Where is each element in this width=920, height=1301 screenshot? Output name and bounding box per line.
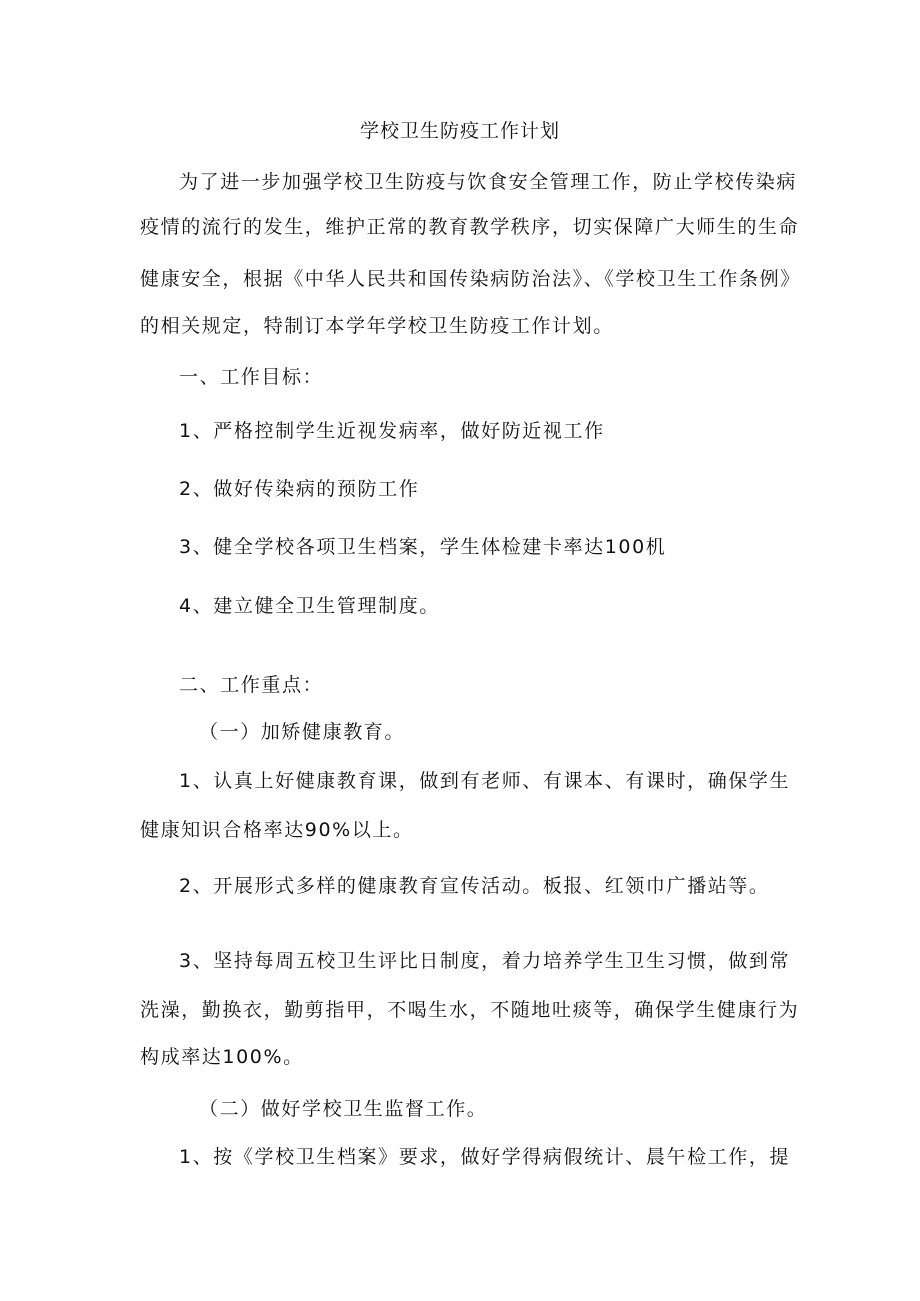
section-heading: 二、工作重点：	[179, 674, 324, 696]
list-item: 2、做好传染病的预防工作	[179, 478, 420, 500]
paragraph-line: 1、认真上好健康教育课，做到有老师、有课本、有课时，确保学生	[179, 770, 791, 792]
paragraph-line: 构成率达100%。	[140, 1046, 304, 1068]
paragraph-line: 健康知识合格率达90%以上。	[140, 819, 414, 841]
list-item: 3、健全学校各项卫生档案，学生体检建卡率达100机	[179, 536, 667, 558]
document-title: 学校卫生防疫工作计划	[359, 120, 560, 142]
paragraph-line: 3、坚持每周五校卫生评比日制度，着力培养学生卫生习惯，做到常	[179, 950, 791, 972]
list-item: 4、建立健全卫生管理制度。	[179, 595, 440, 617]
list-item: 1、严格控制学生近视发病率，做好防近视工作	[179, 420, 605, 442]
paragraph-line: 为了进一步加强学校卫生防疫与饮食安全管理工作，防止学校传染病	[179, 171, 798, 193]
paragraph-line: 1、按《学校卫生档案》要求，做好学得病假统计、晨午检工作，提	[179, 1146, 791, 1168]
paragraph-line: 疫情的流行的发生，维护正常的教育教学秩序，切实保障广大师生的生命	[140, 216, 800, 238]
subsection-heading: （一）加矫健康教育。	[199, 721, 406, 743]
subsection-heading: （二）做好学校卫生监督工作。	[199, 1098, 488, 1120]
paragraph-line: 的相关规定，特制订本学年学校卫生防疫工作计划。	[140, 315, 614, 337]
paragraph-line: 健康安全，根据《中华人民共和国传染病防治法》、《学校卫生工作条例》	[140, 268, 801, 290]
paragraph-line: 洗澡，勤换衣，勤剪指甲，不喝生水，不随地吐痰等，确保学生健康行为	[140, 999, 800, 1021]
paragraph-line: 2、开展形式多样的健康教育宣传活动。板报、红领巾广播站等。	[179, 875, 770, 897]
section-heading: 一、工作目标：	[179, 366, 324, 388]
